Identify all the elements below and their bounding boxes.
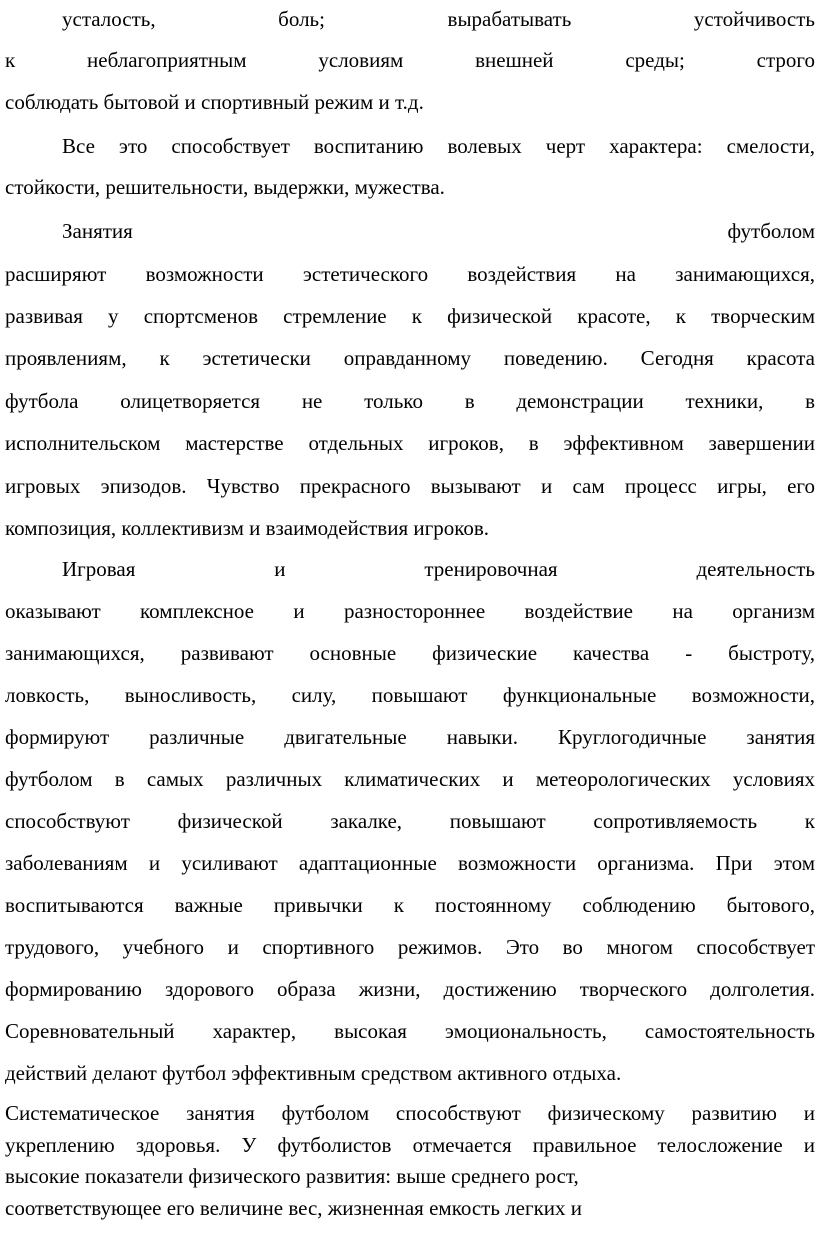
paragraph-4-line-3: занимающихся, развивают основные физические качества - быстроту, xyxy=(5,641,815,665)
paragraph-1-line-1: усталость, боль; вырабатывать устойчивость xyxy=(62,7,815,31)
paragraph-3-line-1: Занятия футболом xyxy=(62,219,815,243)
paragraph-4-line-7: способствуют физической закалке, повышают сопротивляемость к xyxy=(5,809,815,833)
paragraph-4-line-1: Игровая и тренировочная деятельность xyxy=(62,557,815,581)
paragraph-3-line-6: исполнительском мастерстве отдельных игроков, в эффективном завершении xyxy=(5,431,815,455)
paragraph-4-line-2: оказывают комплексное и разностороннее воздействие на организм xyxy=(5,599,815,623)
paragraph-3-line-2: расширяют возможности эстетического воздействия на занимающихся, xyxy=(5,262,815,286)
paragraph-5-line-4: соответствующее его величине вес, жизненная емкость легких и xyxy=(5,1196,583,1220)
paragraph-5-line-1: Систематическое занятия футболом способствуют физическому развитию и xyxy=(5,1101,815,1125)
paragraph-5-line-2: укреплению здоровья. У футболистов отмечается правильное телосложение и xyxy=(5,1133,815,1157)
paragraph-1-line-2: к неблагоприятным условиям внешней среды; строго xyxy=(5,48,815,72)
paragraph-4-line-6: футболом в самых различных климатических и метеорологических условиях xyxy=(5,767,815,791)
paragraph-3-line-7: игровых эпизодов. Чувство прекрасного вызывают и сам процесс игры, его xyxy=(5,474,815,498)
paragraph-1-line-3: соблюдать бытовой и спортивный режим и т.д. xyxy=(5,90,424,114)
paragraph-2-line-2: стойкости, решительности, выдержки, мужества. xyxy=(5,175,445,199)
paragraph-3-line-4: проявлениям, к эстетически оправданному поведению. Сегодня красота xyxy=(5,346,815,370)
paragraph-4-line-10: трудового, учебного и спортивного режимов. Это во многом способствует xyxy=(5,935,815,959)
paragraph-5-line-3: высокие показатели физического развития: выше среднего рост, xyxy=(5,1164,579,1188)
paragraph-3-line-3: развивая у спортсменов стремление к физической красоте, к творческим xyxy=(5,304,815,328)
paragraph-4-line-12: Соревновательный характер, высокая эмоциональность, самостоятельность xyxy=(5,1019,815,1043)
paragraph-4-line-13: действий делают футбол эффективным средством активного отдыха. xyxy=(5,1061,622,1085)
paragraph-4-line-5: формируют различные двигательные навыки. Круглогодичные занятия xyxy=(5,725,815,749)
paragraph-4-line-8: заболеваниям и усиливают адаптационные возможности организма. При этом xyxy=(5,851,815,875)
paragraph-3-line-8: композиция, коллективизм и взаимодействия игроков. xyxy=(5,516,490,540)
paragraph-4-line-11: формированию здорового образа жизни, достижению творческого долголетия. xyxy=(5,977,815,1001)
paragraph-2-line-1: Все это способствует воспитанию волевых черт характера: смелости, xyxy=(62,134,815,158)
paragraph-4-line-4: ловкость, выносливость, силу, повышают функциональные возможности, xyxy=(5,683,815,707)
paragraph-4-line-9: воспитываются важные привычки к постоянному соблюдению бытового, xyxy=(5,893,815,917)
paragraph-3-line-5: футбола олицетворяется не только в демонстрации техники, в xyxy=(5,389,815,413)
